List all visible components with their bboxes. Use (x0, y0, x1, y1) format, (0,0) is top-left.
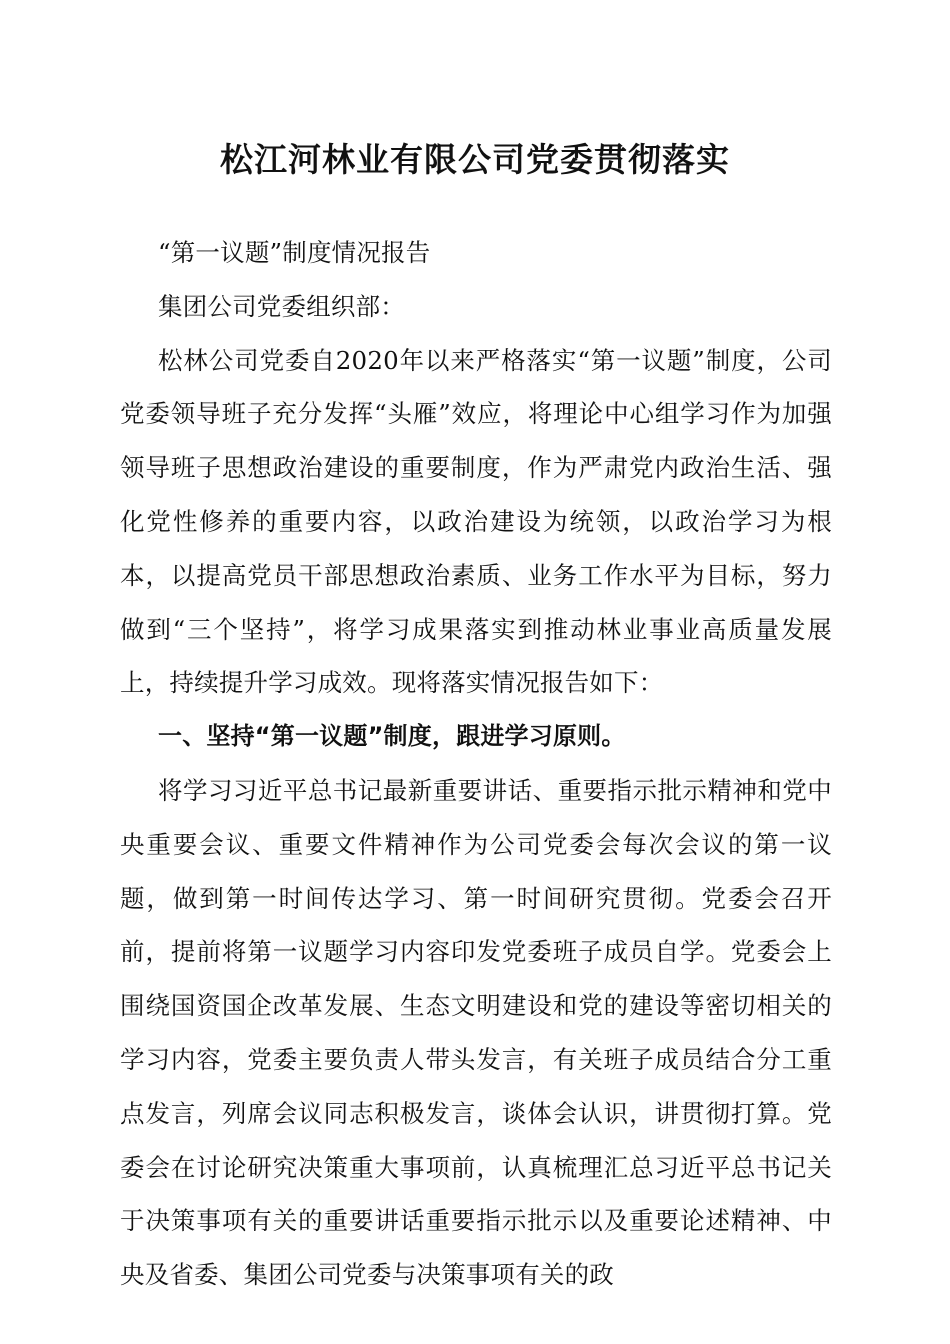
section-1-heading: 一、坚持“第一议题”制度，跟进学习原则。 (158, 722, 626, 751)
document-body (120, 226, 832, 1302)
intro-paragraph: 松林公司党委自2020年以来严格落实“第一议题”制度，公司党委领导班子充分发挥“头雁”效应，将理论中心组学习作为加强领导班子思想政治建设的重要制度，作为严肃党内政治生活、强化党性修养的重要内容，以政治建设为统领，以政治学习为根本，以提高党员干部思想政治素质、业务工作水平为目标，努力做到“三个坚持”，将学习成果落实到推动林业事业高质量发展上，持续提升学习成效。现将落实情况报告如下： (120, 345, 832, 698)
document-title: 松江河林业有限公司党委贯彻落实 (220, 140, 730, 179)
section-1-paragraph: 将学习习近平总书记最新重要讲话、重要指示批示精神和党中央重要会议、重要文件精神作为公司党委会每次会议的第一议题，做到第一时间传达学习、第一时间研究贯彻。党委会召开前，提前将第一议题学习内容印发党委班子成员自学。党委会上围绕国资国企改革发展、生态文明建设和党的建设等密切相关的学习内容，党委主要负责人带头发言，有关班子成员结合分工重点发言，列席会议同志积极发言，谈体会认识，讲贯彻打算。党委会在讨论研究决策重大事项前，认真梳理汇总习近平总书记关于决策事项有关的重要讲话重要指示批示以及重要论述精神、中央及省委、集团公司党委与决策事项有关的政 (120, 775, 832, 1290)
document-subtitle: “第一议题”制度情况报告 (158, 238, 431, 267)
addressee-line: 集团公司党委组织部： (158, 291, 405, 321)
